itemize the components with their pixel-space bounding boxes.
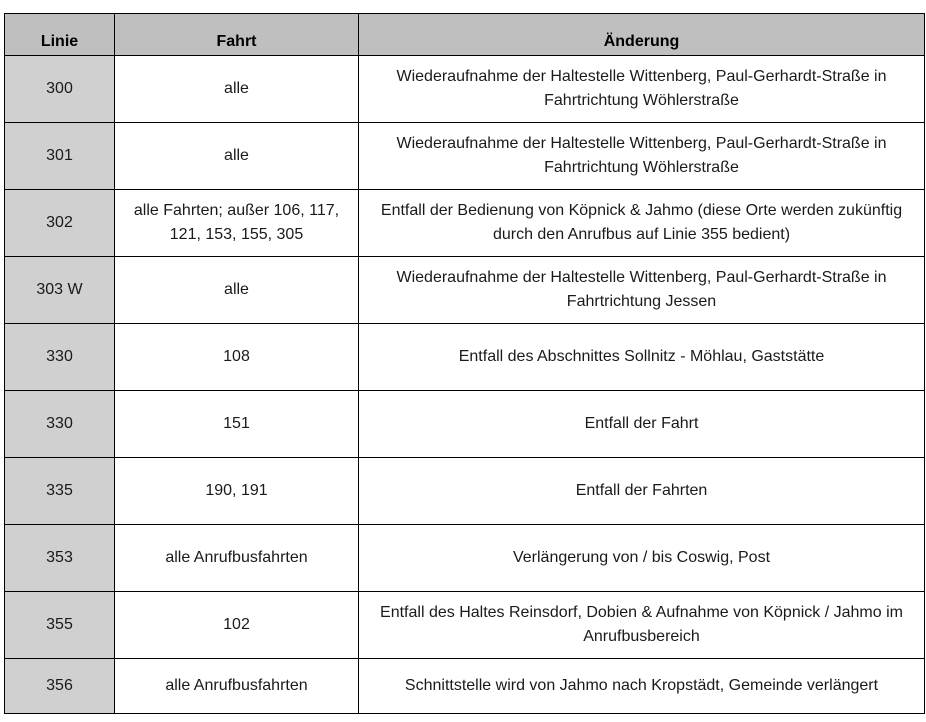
cell-fahrt: alle Anrufbusfahrten [115, 525, 359, 592]
cell-fahrt: alle [115, 56, 359, 123]
cell-linie: 301 [5, 123, 115, 190]
cell-fahrt: 108 [115, 324, 359, 391]
table-row [5, 391, 925, 458]
changes-table [4, 13, 925, 714]
table-row [5, 56, 925, 123]
cell-fahrt: 151 [115, 391, 359, 458]
cell-aenderung: Wiederaufnahme der Haltestelle Wittenberg, Paul-Gerhardt-Straße in Fahrtrichtung Jessen [359, 257, 925, 324]
cell-aenderung: Schnittstelle wird von Jahmo nach Kropstädt, Gemeinde verlängert [359, 659, 925, 714]
cell-fahrt: 190, 191 [115, 458, 359, 525]
table-header [5, 14, 925, 56]
cell-fahrt: alle Anrufbusfahrten [115, 659, 359, 714]
cell-aenderung: Verlängerung von / bis Coswig, Post [359, 525, 925, 592]
cell-aenderung: Entfall der Fahrten [359, 458, 925, 525]
cell-linie: 355 [5, 592, 115, 659]
cell-linie: 302 [5, 190, 115, 257]
cell-linie: 300 [5, 56, 115, 123]
header-aenderung: Änderung [359, 14, 925, 56]
cell-fahrt: alle Fahrten; außer 106, 117, 121, 153, 155, 305 [115, 190, 359, 257]
table-body [5, 56, 925, 714]
table-row [5, 592, 925, 659]
header-fahrt: Fahrt [115, 14, 359, 56]
cell-fahrt: alle [115, 257, 359, 324]
header-linie: Linie [5, 14, 115, 56]
cell-linie: 356 [5, 659, 115, 714]
cell-fahrt: 102 [115, 592, 359, 659]
cell-linie: 330 [5, 391, 115, 458]
header-row [5, 14, 925, 56]
cell-fahrt: alle [115, 123, 359, 190]
cell-aenderung: Entfall des Haltes Reinsdorf, Dobien & Aufnahme von Köpnick / Jahmo im Anrufbusbereich [359, 592, 925, 659]
cell-aenderung: Entfall der Bedienung von Köpnick & Jahmo (diese Orte werden zukünftig durch den Anrufbus auf Linie 355 bedient) [359, 190, 925, 257]
cell-aenderung: Entfall des Abschnittes Sollnitz - Möhlau, Gaststätte [359, 324, 925, 391]
table-row [5, 257, 925, 324]
table-row [5, 123, 925, 190]
table-row [5, 190, 925, 257]
table-row [5, 525, 925, 592]
cell-linie: 303 W [5, 257, 115, 324]
table-row [5, 324, 925, 391]
table-row [5, 659, 925, 714]
cell-linie: 330 [5, 324, 115, 391]
table-row [5, 458, 925, 525]
cell-linie: 335 [5, 458, 115, 525]
cell-aenderung: Wiederaufnahme der Haltestelle Wittenberg, Paul-Gerhardt-Straße in Fahrtrichtung Wöhlerstraße [359, 56, 925, 123]
cell-aenderung: Entfall der Fahrt [359, 391, 925, 458]
cell-linie: 353 [5, 525, 115, 592]
cell-aenderung: Wiederaufnahme der Haltestelle Wittenberg, Paul-Gerhardt-Straße in Fahrtrichtung Wöhlerstraße [359, 123, 925, 190]
